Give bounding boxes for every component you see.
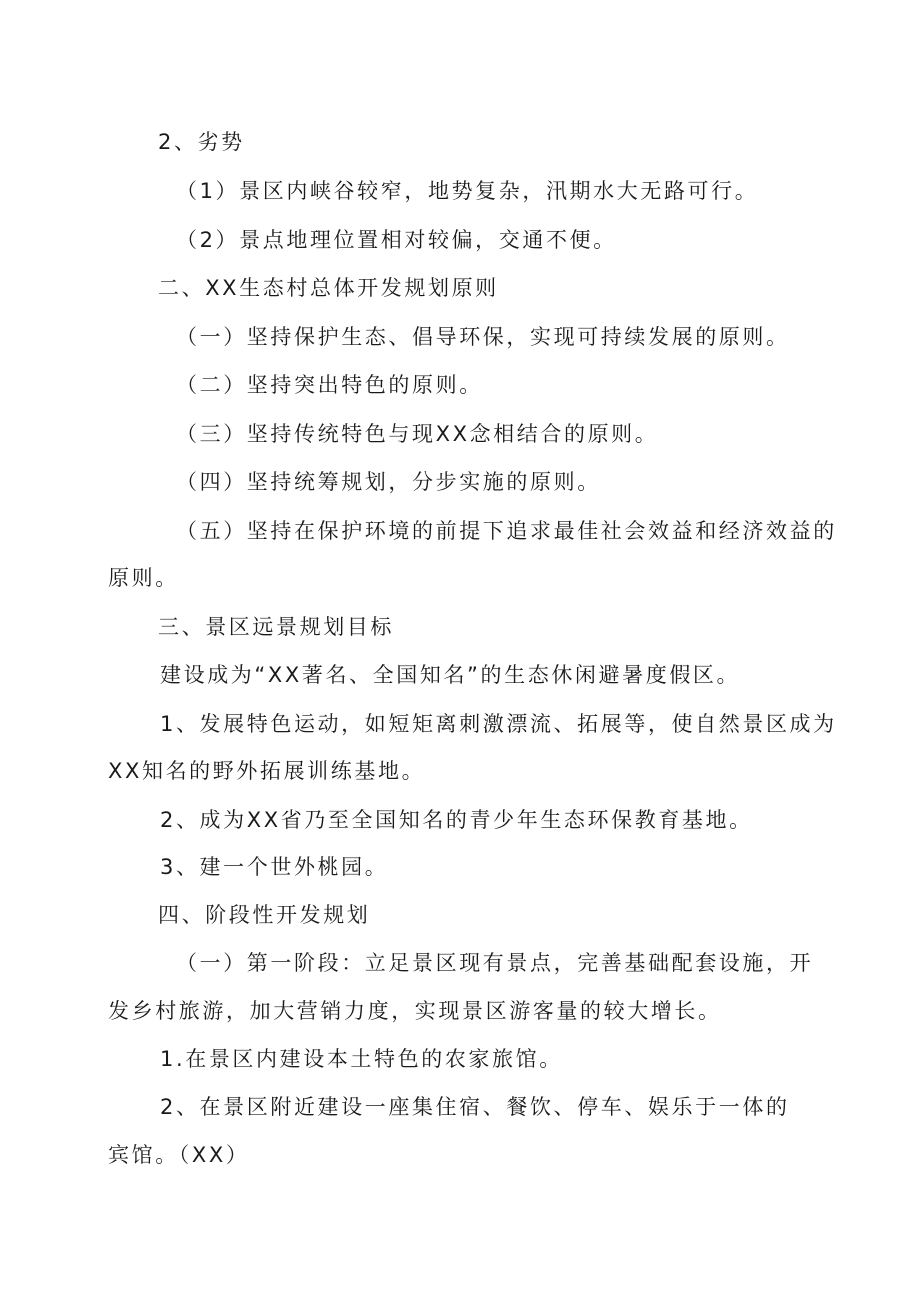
paragraph-line: 2、成为XX省乃至全国知名的青少年生态环保教育基地。	[160, 808, 753, 832]
paragraph-line: 发乡村旅游，加大营销力度，实现景区游客量的较大增长。	[108, 999, 722, 1023]
paragraph-line: 3、建一个世外桃园。	[160, 855, 389, 879]
paragraph-line: 2、在景区附近建设一座集住宿、餐饮、停车、娱乐于一体的	[160, 1095, 790, 1119]
section-heading-principles: 二、XX生态村总体开发规划原则	[158, 276, 499, 300]
paragraph-line: （四）坚持统筹规划，分步实施的原则。	[176, 470, 601, 494]
paragraph-line: （一）坚持保护生态、倡导环保，实现可持续发展的原则。	[176, 325, 790, 349]
paragraph-line: （二）坚持突出特色的原则。	[176, 373, 483, 397]
section-heading-goals: 三、景区远景规划目标	[158, 615, 394, 639]
paragraph-line: 1.在景区内建设本土特色的农家旅馆。	[160, 1047, 563, 1071]
heading-weakness: 2、劣势	[158, 130, 245, 154]
section-heading-phases: 四、阶段性开发规划	[158, 903, 371, 927]
paragraph-line: XX知名的野外拓展训练基地。	[108, 759, 426, 783]
paragraph-line: （1）景区内峡谷较窄，地势复杂，汛期水大无路可行。	[176, 179, 759, 203]
paragraph-line: 1、发展特色运动，如短矩离刺激漂流、拓展等，使自然景区成为	[160, 712, 837, 736]
paragraph-line: 建设成为“XX著名、全国知名”的生态休闲避暑度假区。	[160, 663, 741, 687]
paragraph-line: 原则。	[108, 566, 179, 590]
paragraph-line: （一）第一阶段：立足景区现有景点，完善基础配套设施，开	[176, 951, 814, 975]
paragraph-line: （2）景点地理位置相对较偏，交通不便。	[176, 228, 617, 252]
paragraph-line: （五）坚持在保护环境的前提下追求最佳社会效益和经济效益的	[176, 519, 837, 543]
paragraph-line: 宾馆。（XX）	[108, 1143, 250, 1167]
paragraph-line: （三）坚持传统特色与现XX念相结合的原则。	[176, 422, 659, 446]
